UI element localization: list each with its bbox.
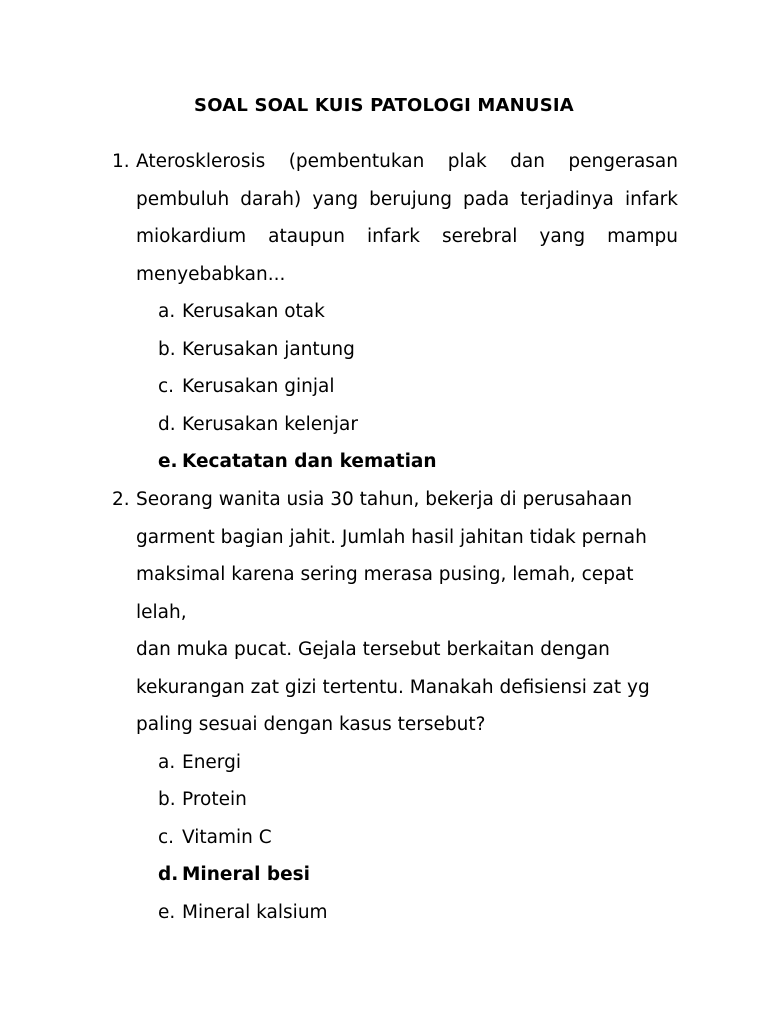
option-text: Mineral besi [182, 864, 311, 885]
option-text: Kerusakan ginjal [182, 376, 335, 397]
option-text: Kecatatan dan kematian [182, 451, 437, 472]
option-text: Energi [182, 751, 241, 773]
option-letter: a. [158, 751, 176, 773]
question-text-line: kekurangan zat gizi tertentu. Manakah defisiensi zat yg [136, 676, 650, 698]
question-number: 2. [112, 489, 130, 510]
option-letter: e. [158, 901, 176, 923]
option-a [158, 744, 678, 782]
question-text-line: dan muka pucat. Gejala tersebut berkaitan dengan [136, 639, 610, 660]
question-1 [112, 143, 678, 481]
option-d [158, 406, 678, 444]
option-a [158, 293, 678, 331]
question-number: 1. [112, 151, 130, 172]
option-letter: c. [158, 376, 175, 397]
option-c [158, 819, 678, 857]
option-letter: d. [158, 413, 176, 435]
question-text-line: paling sesuai dengan kasus tersebut? [136, 714, 486, 735]
option-text: Vitamin C [182, 826, 272, 848]
option-c [158, 368, 678, 406]
option-b [158, 781, 678, 819]
option-letter: b. [158, 338, 176, 360]
document-title: SOAL SOAL KUIS PATOLOGI MANUSIA [194, 95, 574, 116]
option-letter: d. [158, 864, 179, 885]
answer-options [158, 293, 678, 481]
option-text: Kerusakan jantung [182, 338, 355, 360]
option-letter: a. [158, 301, 176, 322]
option-text: Mineral kalsium [182, 901, 328, 923]
option-e-correct-answer [158, 443, 678, 481]
option-letter: e. [158, 451, 178, 472]
question-text: Aterosklerosis (pembentukan plak dan pengerasan pembuluh darah) yang berujung pada terjadinya infark miokardium ataupun infark serebral yang mampu menyebabkan... [136, 151, 678, 285]
option-letter: c. [158, 826, 175, 848]
question-text-line: maksimal karena sering merasa pusing, lemah, cepat lelah, [136, 564, 634, 623]
option-text: Kerusakan kelenjar [182, 413, 358, 435]
question-text-line: garment bagian jahit. Jumlah hasil jahitan tidak pernah [136, 526, 647, 548]
question-text-line: Seorang wanita usia 30 tahun, bekerja di perusahaan [136, 489, 633, 510]
option-d-correct-answer [158, 856, 678, 894]
question-text [136, 481, 678, 744]
answer-options [158, 744, 678, 932]
option-text: Kerusakan otak [182, 301, 325, 322]
option-b [158, 331, 678, 369]
option-letter: b. [158, 789, 176, 810]
option-e [158, 894, 678, 932]
option-text: Protein [182, 789, 247, 810]
question-2 [112, 481, 678, 931]
